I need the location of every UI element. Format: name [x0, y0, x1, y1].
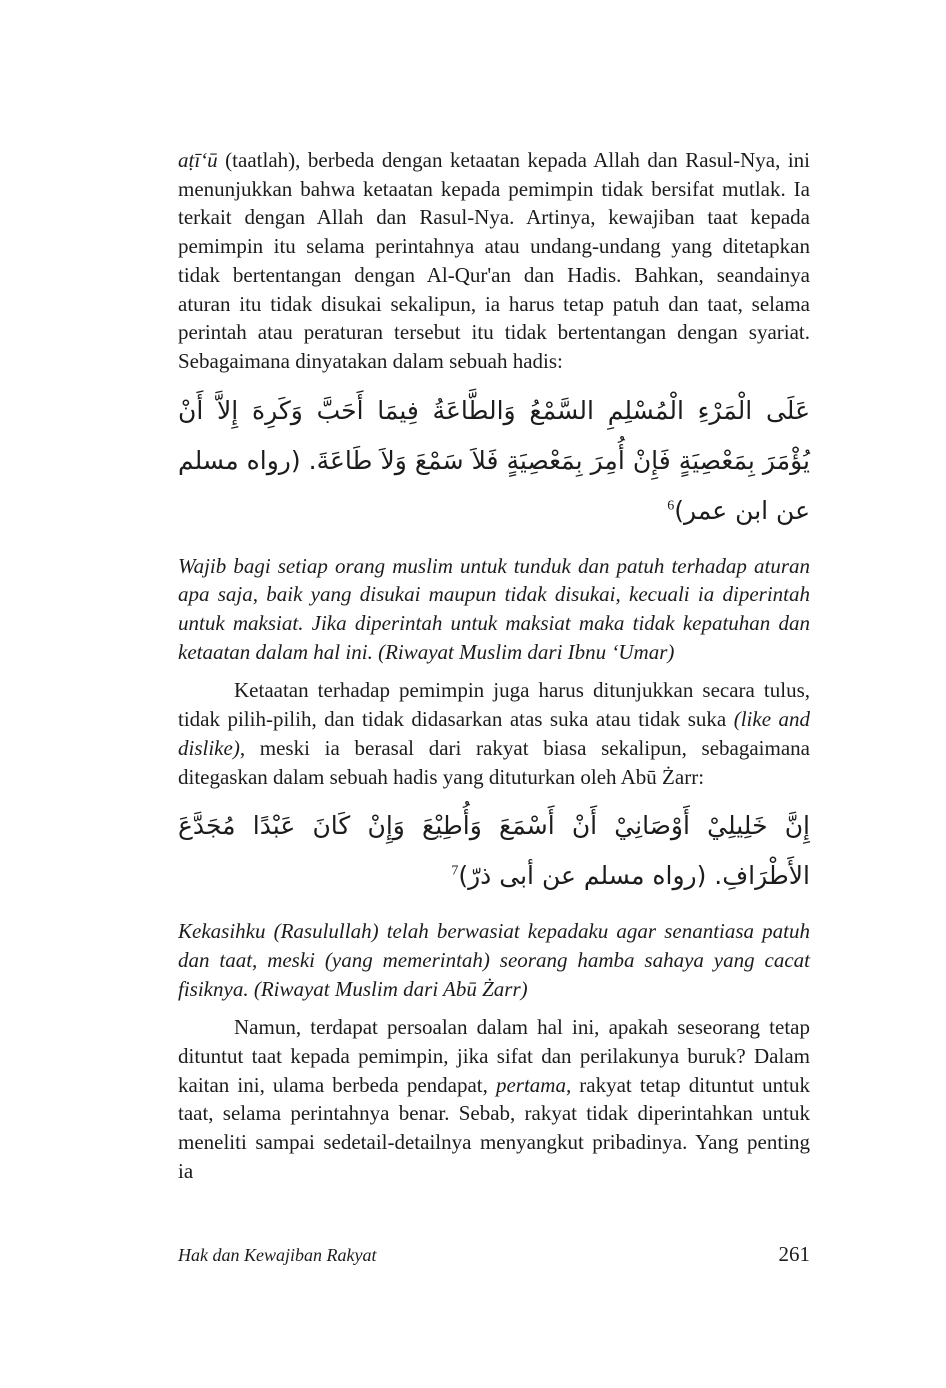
paragraph-intro — [178, 146, 810, 376]
italic-text-run: (like and dislike) — [178, 707, 810, 760]
italic-text-run: pertama, — [495, 1072, 572, 1097]
paragraph-question — [178, 1013, 810, 1185]
text-run: rakyat tetap dituntut untuk taat, selama perintahnya benar. Sebab, rakyat tidak diperintahkan untuk meneliti sampai sedetail-detailnya menyangkut pribadinya. Yang penting ia — [178, 1072, 811, 1183]
text-run: , meski ia berasal dari rakyat biasa sekalipun, sebagaimana ditegaskan dalam sebuah hadis yang dituturkan oleh Abū Żarr: — [178, 735, 810, 789]
page-content — [178, 146, 810, 1196]
hadith-arabic-2-text: إِنَّ خَلِيلِيْ أَوْصَانِيْ أَنْ أَسْمَعَ وَأُطِيْعَ وَإِنْ كَانَ عَبْدًا مُجَدَّعَ الأَطْرَافِ. (رواه مسلم عن أبى ذرّ) — [178, 811, 810, 891]
hadith-translation-2 — [178, 917, 810, 1003]
footer-section-title: Hak dan Kewajiban Rakyat — [178, 1245, 377, 1265]
page-footer — [178, 1242, 810, 1267]
italic-text-run: Kekasihku (Rasulullah) telah berwasiat kepadaku agar senantiasa patuh dan taat, meski (yang memerintah) seorang hamba sahaya yang cacat fisiknya. — [178, 919, 810, 1001]
hadith-arabic-1 — [178, 386, 810, 536]
text-run: (taatlah), berbeda dengan ketaatan kepada Allah dan Rasul-Nya, ini menunjukkan bahwa ketaatan kepada pemimpin tidak bersifat mutlak. Ia terkait dengan Allah dan Rasul-Nya. Artinya, kewajiban taat kepada pemimpin itu selama perintahnya atau undang-undang yang ditetapkan tidak bertentangan dengan Al-Qur'an dan Hadis. Bahkan, seandainya aturan itu tidak disukai sekalipun, ia harus tetap patuh dan taat, selama perintah atau peraturan tersebut itu tidak bertentangan dengan syariat. Sebagaimana dinyatakan dalam sebuah hadis: — [178, 148, 810, 373]
italic-text-run: aṭī‘ū — [178, 148, 218, 172]
hadith-arabic-2 — [178, 801, 810, 901]
footnote-ref-7: 7 — [451, 863, 459, 879]
footnote-ref-6: 6 — [667, 498, 675, 514]
hadith-translation-1 — [178, 552, 810, 667]
text-run: (Riwayat Muslim dari Ibnu ‘Umar) — [372, 639, 675, 664]
italic-text-run: Wajib bagi setiap orang muslim untuk tunduk dan patuh terhadap aturan apa saja, baik yang disukai maupun tidak disukai, kecuali ia diperintah untuk maksiat. Jika diperintah untuk maksiat maka tidak kepatuhan dan ketaatan dalam hal ini. — [178, 553, 810, 664]
text-run: Ketaatan terhadap pemimpin juga harus ditunjukkan secara tulus, tidak pilih-pilih, dan tidak didasarkan atas suka atau tidak suka — [178, 678, 810, 732]
footer-page-number: 261 — [778, 1242, 810, 1266]
hadith-arabic-1-text: عَلَى الْمَرْءِ الْمُسْلِمِ السَّمْعُ وَالطَّاعَةُ فِيمَا أَحَبَّ وَكَرِهَ إِلاَّ أَنْ يُؤْمَرَ بِمَعْصِيَةٍ فَإِنْ أُمِرَ بِمَعْصِيَةٍ فَلاَ سَمْعَ وَلاَ طَاعَةَ. (رواه مسلم عن ابن عمر) — [178, 395, 810, 525]
text-run: (Riwayat Muslim dari Abū Żarr) — [248, 976, 528, 1001]
paragraph-obedience — [178, 676, 810, 791]
text-run: Namun, terdapat persoalan dalam hal ini, apakah seseorang tetap dituntut taat kepada pemimpin, jika sifat dan perilakunya buruk? Dalam kaitan ini, ulama berbeda pendapat, — [178, 1015, 810, 1097]
